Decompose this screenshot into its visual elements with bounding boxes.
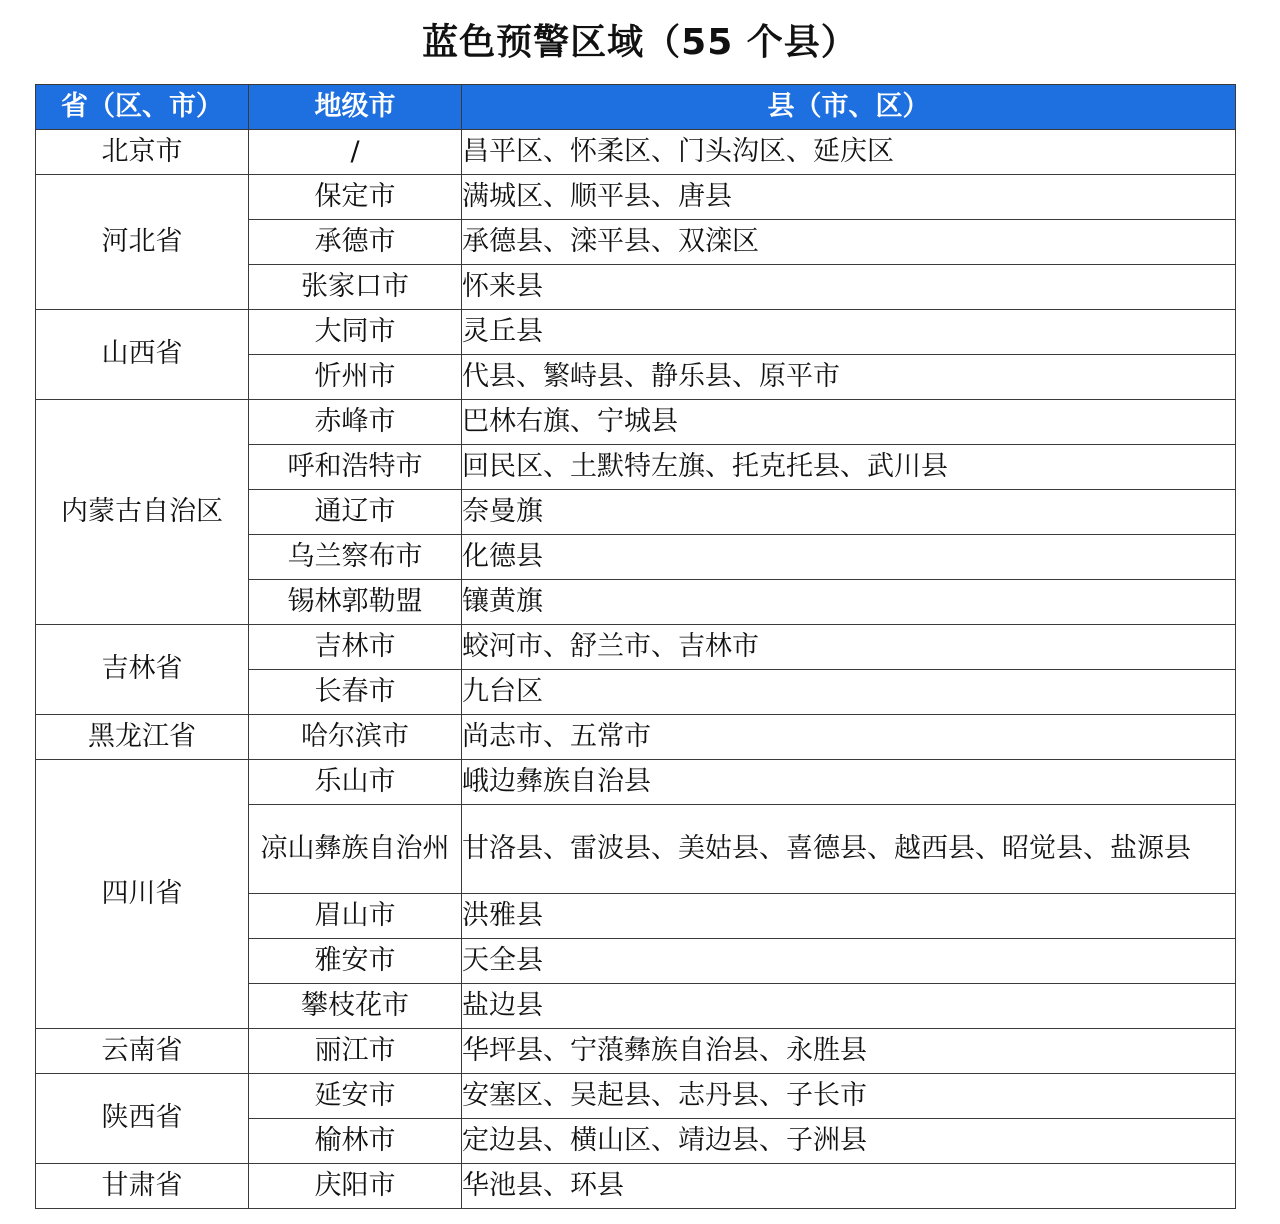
city-cell: 承德市 [249, 220, 462, 265]
county-cell: 盐边县 [462, 984, 1236, 1029]
column-header-county: 县（市、区） [462, 85, 1236, 130]
table-row [36, 130, 1236, 175]
province-cell: 四川省 [36, 760, 249, 1029]
city-cell: 通辽市 [249, 490, 462, 535]
city-cell: 乐山市 [249, 760, 462, 805]
table-row [36, 1164, 1236, 1209]
county-cell: 蛟河市、舒兰市、吉林市 [462, 625, 1236, 670]
county-cell: 巴林右旗、宁城县 [462, 400, 1236, 445]
province-cell: 甘肃省 [36, 1164, 249, 1209]
city-cell: 凉山彝族自治州 [249, 805, 462, 894]
county-cell: 灵丘县 [462, 310, 1236, 355]
province-cell: 陕西省 [36, 1074, 249, 1164]
county-cell: 代县、繁峙县、静乐县、原平市 [462, 355, 1236, 400]
county-cell: 洪雅县 [462, 894, 1236, 939]
county-cell: 华池县、环县 [462, 1164, 1236, 1209]
city-cell: 大同市 [249, 310, 462, 355]
county-cell: 奈曼旗 [462, 490, 1236, 535]
county-cell: 峨边彝族自治县 [462, 760, 1236, 805]
table-row [36, 310, 1236, 355]
county-cell: 满城区、顺平县、唐县 [462, 175, 1236, 220]
table-row [36, 1029, 1236, 1074]
county-cell: 天全县 [462, 939, 1236, 984]
county-cell: 华坪县、宁蒗彝族自治县、永胜县 [462, 1029, 1236, 1074]
table-row [36, 625, 1236, 670]
county-cell: 怀来县 [462, 265, 1236, 310]
county-cell: 化德县 [462, 535, 1236, 580]
city-cell: 眉山市 [249, 894, 462, 939]
city-cell: 赤峰市 [249, 400, 462, 445]
city-cell: 雅安市 [249, 939, 462, 984]
province-cell: 吉林省 [36, 625, 249, 715]
county-cell: 九台区 [462, 670, 1236, 715]
table-body [36, 130, 1236, 1209]
county-cell: 回民区、土默特左旗、托克托县、武川县 [462, 445, 1236, 490]
column-header-province: 省（区、市） [36, 85, 249, 130]
county-cell: 定边县、横山区、靖边县、子洲县 [462, 1119, 1236, 1164]
county-cell: 承德县、滦平县、双滦区 [462, 220, 1236, 265]
city-cell: 张家口市 [249, 265, 462, 310]
city-cell: 吉林市 [249, 625, 462, 670]
province-cell: 河北省 [36, 175, 249, 310]
province-cell: 北京市 [36, 130, 249, 175]
city-cell: 攀枝花市 [249, 984, 462, 1029]
county-cell: 安塞区、吴起县、志丹县、子长市 [462, 1074, 1236, 1119]
province-cell: 内蒙古自治区 [36, 400, 249, 625]
city-cell: 保定市 [249, 175, 462, 220]
page-title: 蓝色预警区域（55 个县） [422, 22, 858, 63]
county-cell: 甘洛县、雷波县、美姑县、喜德县、越西县、昭觉县、盐源县 [462, 805, 1236, 894]
city-cell: 乌兰察布市 [249, 535, 462, 580]
city-cell: 哈尔滨市 [249, 715, 462, 760]
column-header-city: 地级市 [249, 85, 462, 130]
province-cell: 黑龙江省 [36, 715, 249, 760]
city-cell: 长春市 [249, 670, 462, 715]
city-cell: 榆林市 [249, 1119, 462, 1164]
city-cell: 呼和浩特市 [249, 445, 462, 490]
table-row [36, 715, 1236, 760]
city-cell: 忻州市 [249, 355, 462, 400]
county-cell: 昌平区、怀柔区、门头沟区、延庆区 [462, 130, 1236, 175]
warning-table [35, 84, 1236, 1209]
city-cell: 延安市 [249, 1074, 462, 1119]
table-header-row [36, 85, 1236, 130]
county-cell: 尚志市、五常市 [462, 715, 1236, 760]
county-cell: 镶黄旗 [462, 580, 1236, 625]
table-row [36, 760, 1236, 805]
province-cell: 云南省 [36, 1029, 249, 1074]
city-cell: / [249, 130, 462, 175]
table-row [36, 175, 1236, 220]
table-row [36, 400, 1236, 445]
city-cell: 丽江市 [249, 1029, 462, 1074]
city-cell: 锡林郭勒盟 [249, 580, 462, 625]
province-cell: 山西省 [36, 310, 249, 400]
city-cell: 庆阳市 [249, 1164, 462, 1209]
table-row [36, 1074, 1236, 1119]
